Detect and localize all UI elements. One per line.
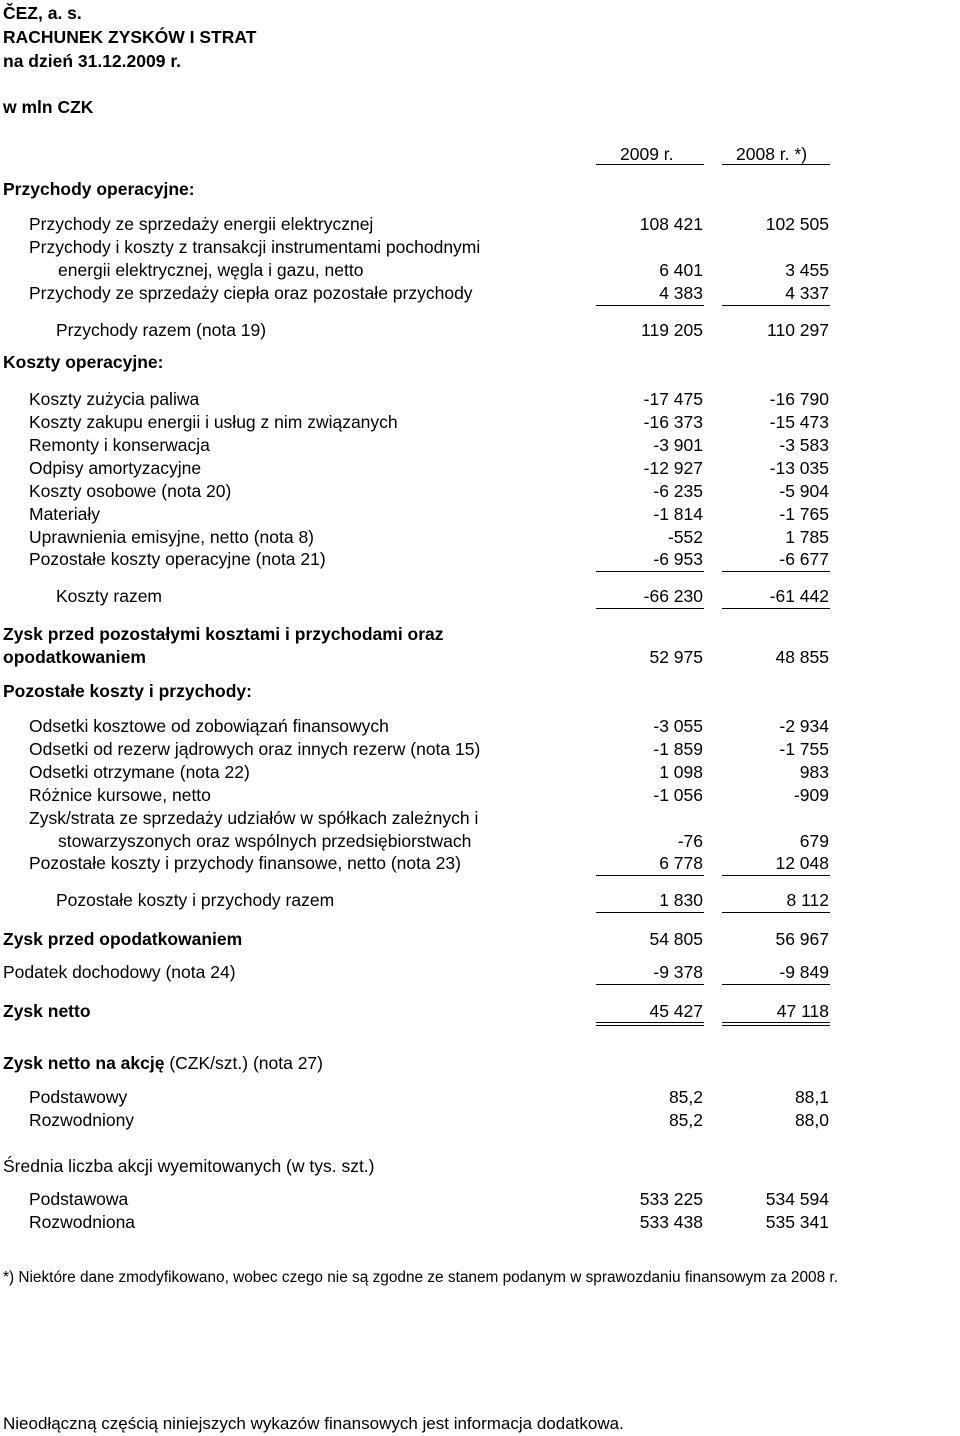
value-2009: -66 230 xyxy=(643,586,703,606)
total-underline xyxy=(722,912,830,913)
section-eps xyxy=(3,1052,323,1074)
value-2008: -1 765 xyxy=(779,504,829,524)
double-underline xyxy=(722,1025,830,1026)
row-label: Rozwodniony xyxy=(29,1110,135,1130)
value-2008: 4 337 xyxy=(785,283,829,303)
section-operating-costs: Koszty operacyjne: xyxy=(3,352,164,372)
double-underline xyxy=(596,1022,704,1023)
row-label: Podstawowy xyxy=(29,1087,128,1107)
row-label: Odsetki od rezerw jądrowych oraz innych rezerw (nota 15) xyxy=(29,739,481,759)
value-2008: -909 xyxy=(793,785,829,805)
bottom-note: Nieodłączną częścią niniejszych wykazów finansowych jest informacja dodatkowa. xyxy=(3,1414,624,1433)
row-label: Koszty razem xyxy=(56,586,162,606)
subtotal-underline xyxy=(722,875,830,876)
value-2008: -1 755 xyxy=(779,739,829,759)
row-label: Zysk/strata ze sprzedaży udziałów w spółkach zależnych i xyxy=(29,808,479,828)
total-underline xyxy=(596,608,704,609)
row-label: Koszty osobowe (nota 20) xyxy=(29,481,232,501)
value-2008: -13 035 xyxy=(769,458,829,478)
row-label: Rozwodniona xyxy=(29,1212,136,1232)
value-2009: 533 438 xyxy=(639,1212,703,1232)
value-2009: -17 475 xyxy=(643,389,703,409)
subtotal-underline xyxy=(722,571,830,572)
row-label: Materiały xyxy=(29,504,100,524)
row-label: Uprawnienia emisyjne, netto (nota 8) xyxy=(29,527,315,547)
unit-label: w mln CZK xyxy=(3,97,94,117)
row-label: Pozostałe koszty i przychody finansowe, netto (nota 23) xyxy=(29,853,461,873)
double-underline xyxy=(596,1025,704,1026)
value-2008: -6 677 xyxy=(779,549,829,569)
total-underline xyxy=(722,608,830,609)
value-2009: -552 xyxy=(667,527,703,547)
value-2008: 48 855 xyxy=(775,647,829,667)
value-2009: 52 975 xyxy=(649,647,703,667)
value-2009: -16 373 xyxy=(643,412,703,432)
row-label: Przychody ze sprzedaży energii elektrycznej xyxy=(29,214,374,234)
row-label: Zysk przed pozostałymi kosztami i przychodami oraz xyxy=(3,624,444,644)
value-2008: 88,0 xyxy=(794,1110,829,1130)
value-2008: -9 849 xyxy=(779,962,829,982)
header-underline-2008 xyxy=(722,164,830,165)
value-2009: 1 098 xyxy=(659,762,703,782)
footnote: *) Niektóre dane zmodyfikowano, wobec czego nie są zgodne ze stanem podanym w sprawozdaniu finansowym za 2008 r. xyxy=(3,1269,838,1286)
row-label: Przychody ze sprzedaży ciepła oraz pozostałe przychody xyxy=(29,283,473,303)
eps-unit: (CZK/szt.) (nota 27) xyxy=(169,1053,323,1073)
row-label: opodatkowaniem xyxy=(3,647,146,667)
value-2008: 535 341 xyxy=(765,1212,829,1232)
row-label: stowarzyszonych oraz wspólnych przedsiębiorstwach xyxy=(58,831,472,851)
subtotal-underline xyxy=(596,571,704,572)
value-2009: -12 927 xyxy=(643,458,703,478)
row-label: Podstawowa xyxy=(29,1189,129,1209)
value-2008: -3 583 xyxy=(779,435,829,455)
double-underline xyxy=(722,1022,830,1023)
value-2009: -1 859 xyxy=(653,739,703,759)
value-2009: -1 814 xyxy=(653,504,703,524)
company-name: ČEZ, a. s. xyxy=(3,3,82,23)
section-operating-income: Przychody operacyjne: xyxy=(3,179,195,199)
row-label: energii elektrycznej, węgla i gazu, netto xyxy=(58,260,364,280)
subtotal-underline xyxy=(722,984,830,985)
value-2009: -3 901 xyxy=(653,435,703,455)
value-2008: 56 967 xyxy=(775,929,829,949)
value-2009: -3 055 xyxy=(653,716,703,736)
value-2008: 110 297 xyxy=(767,320,829,340)
subtotal-underline xyxy=(596,984,704,985)
value-2009: -6 235 xyxy=(653,481,703,501)
value-2008: 1 785 xyxy=(785,527,829,547)
row-label: Podatek dochodowy (nota 24) xyxy=(3,962,236,982)
section-shares: Średnia liczba akcji wyemitowanych (w tys. szt.) xyxy=(3,1156,375,1176)
value-2008: 8 112 xyxy=(786,890,829,910)
value-2009: 119 205 xyxy=(641,320,703,340)
eps-title: Zysk netto na akcję xyxy=(3,1053,165,1073)
value-2008: 534 594 xyxy=(765,1189,829,1209)
subtotal-underline xyxy=(596,875,704,876)
value-2008: -5 904 xyxy=(779,481,829,501)
value-2008: -2 934 xyxy=(779,716,829,736)
value-2009: -76 xyxy=(677,831,703,851)
row-label: Przychody razem (nota 19) xyxy=(56,320,267,340)
row-label: Odpisy amortyzacyjne xyxy=(29,458,202,478)
value-2009: -1 056 xyxy=(653,785,703,805)
value-2009: 6 401 xyxy=(659,260,703,280)
row-label: Pozostałe koszty operacyjne (nota 21) xyxy=(29,549,326,569)
row-label: Zysk netto xyxy=(3,1001,91,1021)
value-2008: 88,1 xyxy=(794,1087,829,1107)
value-2009: 6 778 xyxy=(659,853,703,873)
header-underline-2009 xyxy=(596,164,704,165)
value-2009: 1 830 xyxy=(659,890,703,910)
value-2009: 108 421 xyxy=(639,214,703,234)
value-2008: 679 xyxy=(799,831,829,851)
row-label: Odsetki kosztowe od zobowiązań finansowych xyxy=(29,716,389,736)
value-2008: -16 790 xyxy=(769,389,829,409)
row-label: Przychody i koszty z transakcji instrumentami pochodnymi xyxy=(29,237,481,257)
row-label: Odsetki otrzymane (nota 22) xyxy=(29,762,250,782)
total-underline xyxy=(596,912,704,913)
value-2009: 54 805 xyxy=(649,929,703,949)
value-2008: -61 442 xyxy=(769,586,829,606)
value-2008: 102 505 xyxy=(765,214,829,234)
subtotal-underline xyxy=(722,305,830,306)
value-2008: -15 473 xyxy=(769,412,829,432)
row-label: Zysk przed opodatkowaniem xyxy=(3,929,243,949)
row-label: Remonty i konserwacja xyxy=(29,435,210,455)
document-date: na dzień 31.12.2009 r. xyxy=(3,51,182,71)
value-2009: 85,2 xyxy=(668,1087,703,1107)
value-2008: 983 xyxy=(799,762,829,782)
value-2009: -9 378 xyxy=(653,962,703,982)
value-2008: 12 048 xyxy=(775,853,829,873)
value-2009: 85,2 xyxy=(668,1110,703,1130)
document-title: RACHUNEK ZYSKÓW I STRAT xyxy=(3,27,257,47)
subtotal-underline xyxy=(596,305,704,306)
row-label: Różnice kursowe, netto xyxy=(29,785,211,805)
section-other: Pozostałe koszty i przychody: xyxy=(3,681,252,701)
row-label: Koszty zużycia paliwa xyxy=(29,389,200,409)
value-2009: 4 383 xyxy=(659,283,703,303)
value-2008: 3 455 xyxy=(785,260,829,280)
column-header-2008: 2008 r. *) xyxy=(736,144,808,164)
row-label: Koszty zakupu energii i usług z nim związanych xyxy=(29,412,398,432)
value-2009: 533 225 xyxy=(639,1189,703,1209)
value-2008: 47 118 xyxy=(776,1001,829,1021)
value-2009: 45 427 xyxy=(649,1001,703,1021)
value-2009: -6 953 xyxy=(653,549,703,569)
column-header-2009: 2009 r. xyxy=(620,144,674,164)
row-label: Pozostałe koszty i przychody razem xyxy=(56,890,335,910)
